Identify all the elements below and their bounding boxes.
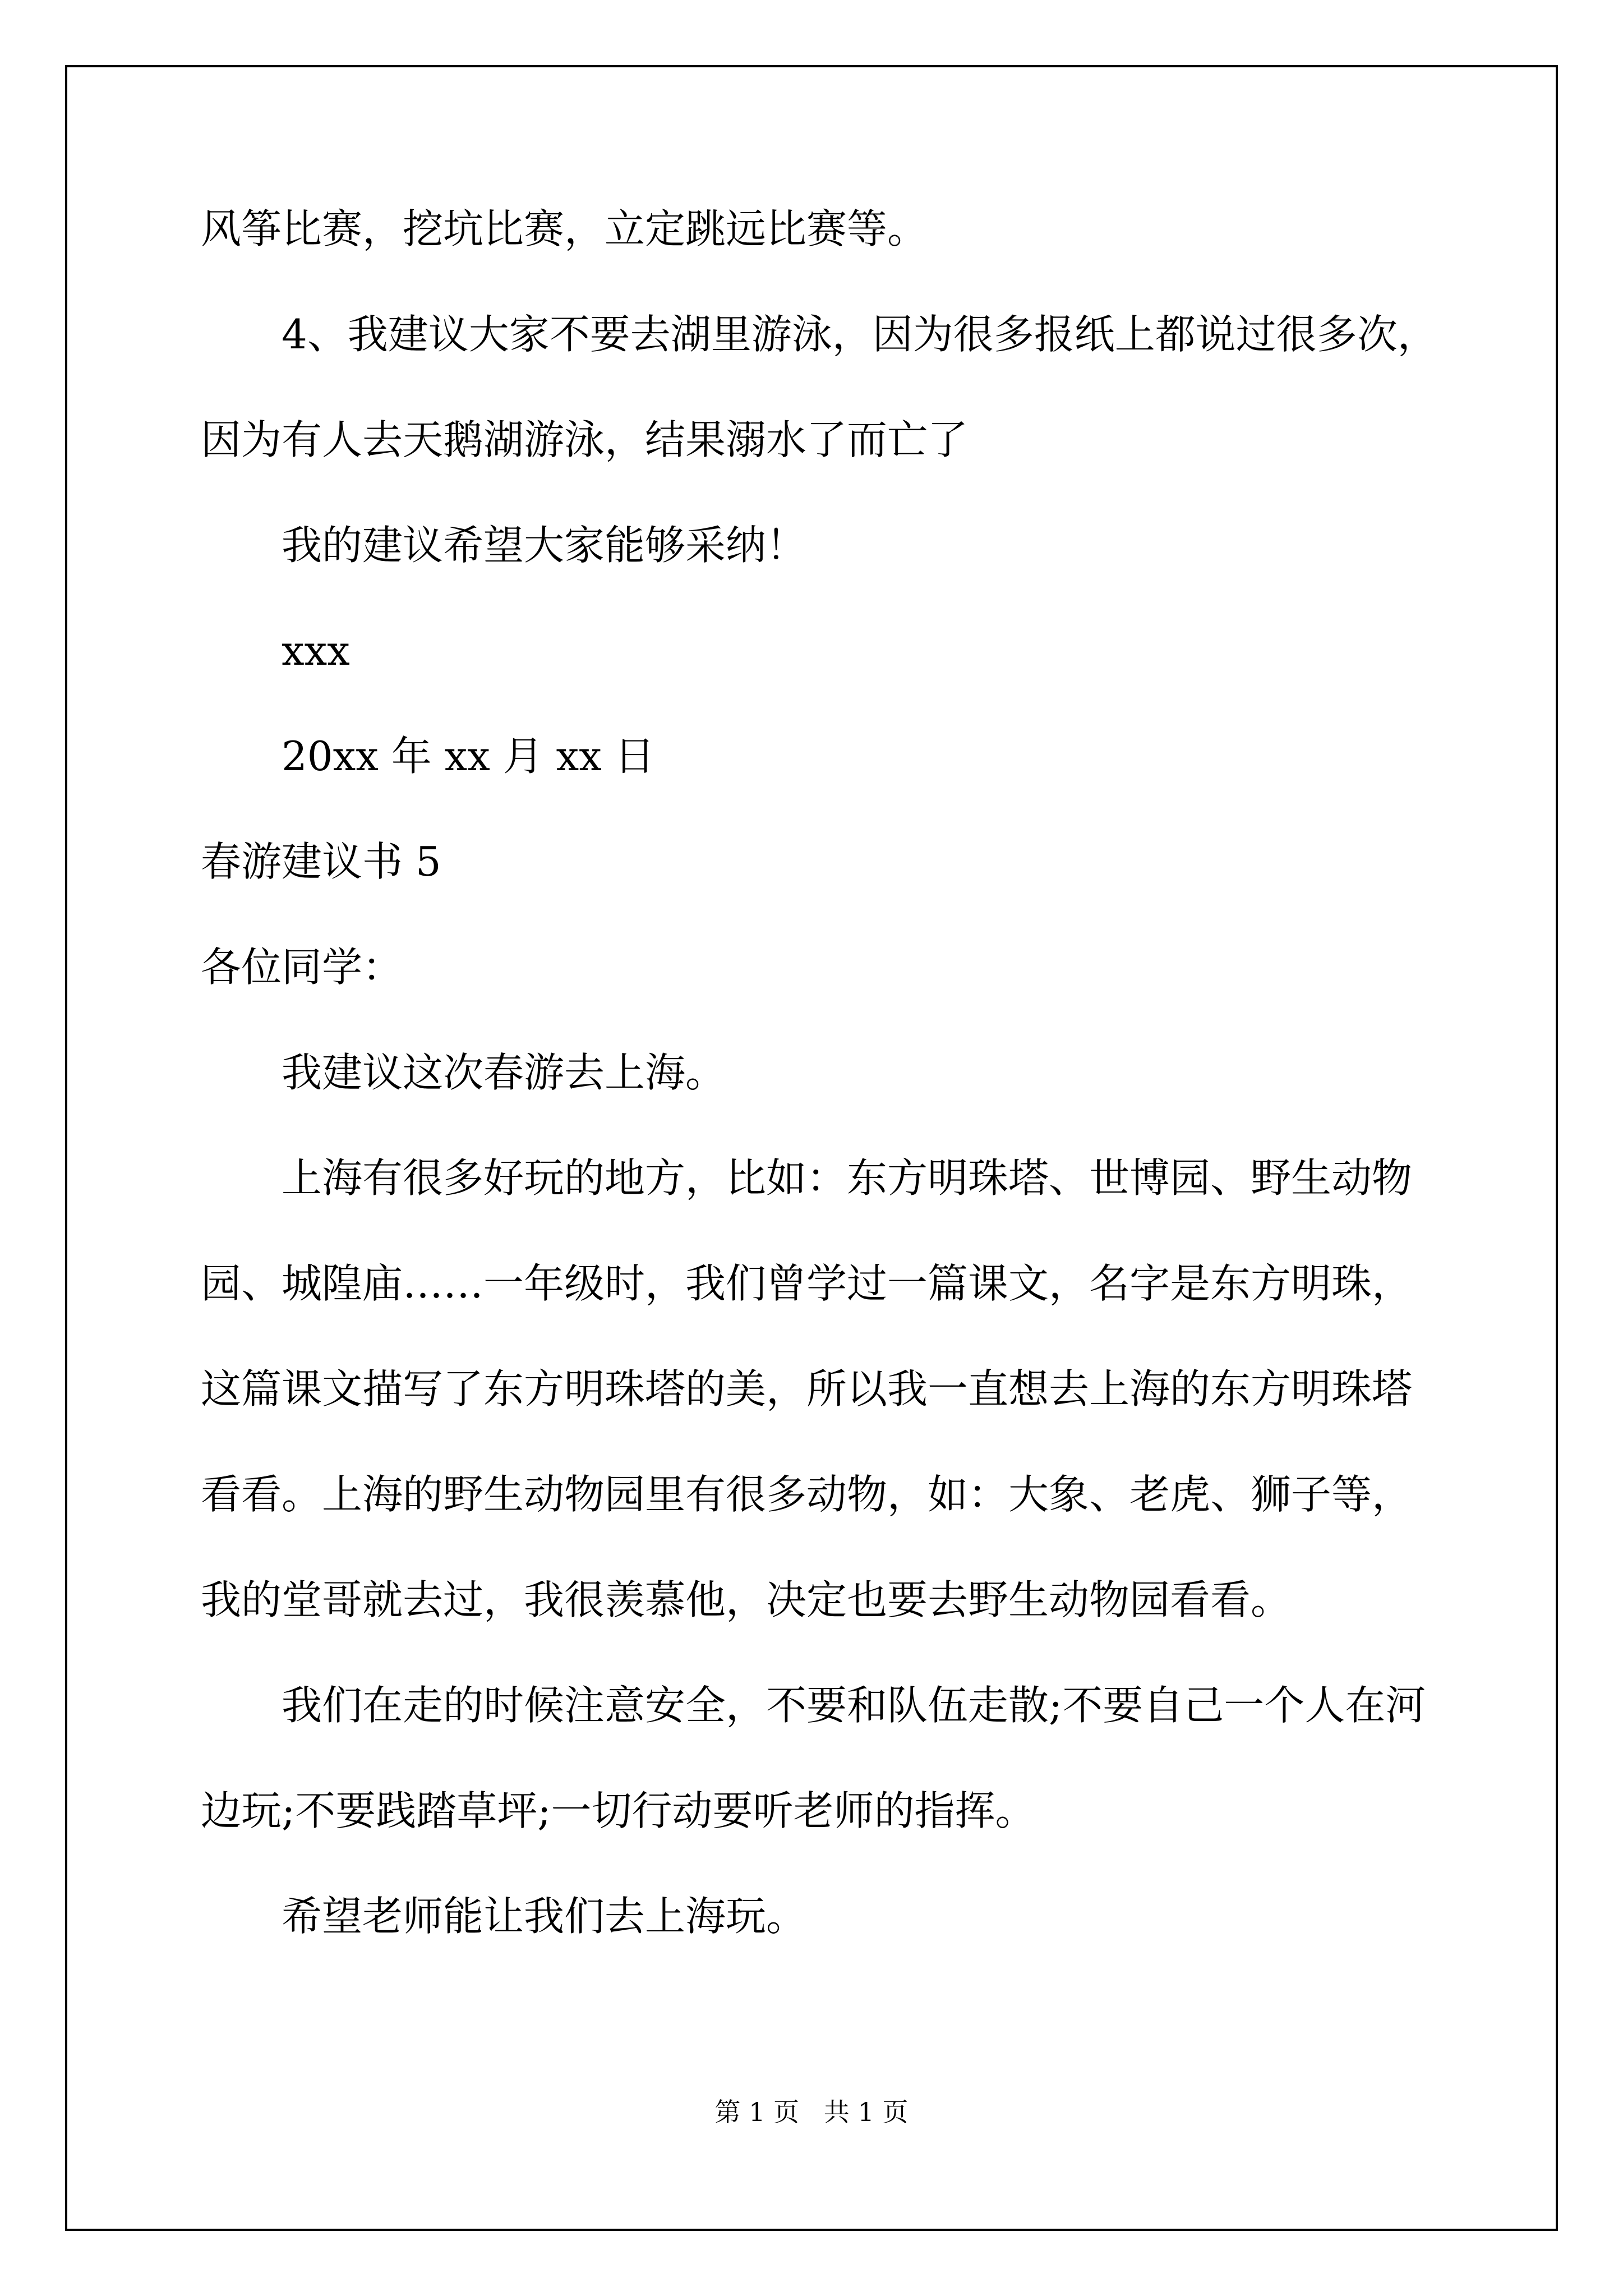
text-line: 我建议这次春游去上海。 [282, 1049, 726, 1096]
text-line: 园、城隍庙……一年级时，我们曾学过一篇课文，名字是东方明珠， [201, 1260, 1413, 1307]
text-line: 4、我建议大家不要去湖里游泳，因为很多报纸上都说过很多次， [282, 311, 1438, 358]
section-title: 春游建议书 5 [201, 838, 441, 885]
text-line: 希望老师能让我们去上海玩。 [282, 1893, 807, 1940]
signature-name: xxx [282, 627, 350, 674]
text-line: 看看。上海的野生动物园里有很多动物，如：大象、老虎、狮子等， [201, 1471, 1413, 1518]
text-line: 上海有很多好玩的地方，比如：东方明珠塔、世博园、野生动物 [282, 1154, 1413, 1202]
page-footer: 第 1 页 共 1 页 [714, 2097, 909, 2127]
salutation: 各位同学： [201, 944, 403, 991]
text-line: 我们在走的时候注意安全，不要和队伍走散;不要自己一个人在河 [282, 1682, 1426, 1729]
signature-date: 20xx 年 xx 月 xx 日 [282, 733, 655, 780]
text-line: 这篇课文描写了东方明珠塔的美，所以我一直想去上海的东方明珠塔 [201, 1365, 1413, 1412]
text-line: 边玩;不要践踏草坪;一切行动要听老师的指挥。 [201, 1787, 1036, 1834]
text-line: 我的建议希望大家能够采纳！ [282, 522, 807, 569]
text-line: 因为有人去天鹅湖游泳，结果溺水了而亡了 [201, 416, 969, 463]
text-line: 风筝比赛，挖坑比赛，立定跳远比赛等。 [201, 205, 928, 252]
text-line: 我的堂哥就去过，我很羡慕他，决定也要去野生动物园看看。 [201, 1576, 1292, 1623]
